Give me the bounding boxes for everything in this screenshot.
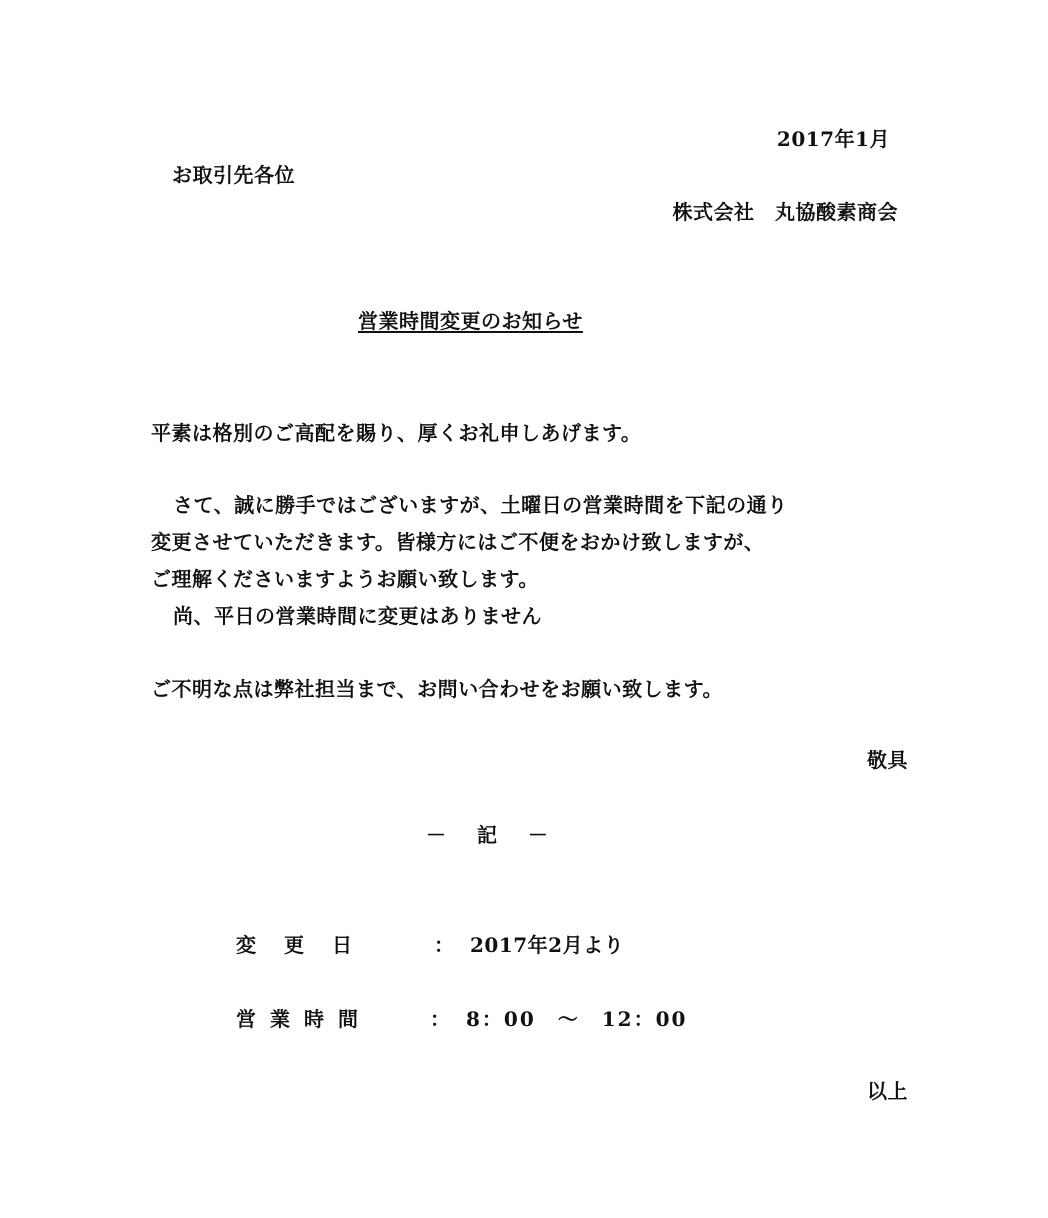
addressee: お取引先各位: [172, 163, 295, 187]
business-hours-label: 営業時間: [236, 1007, 372, 1031]
change-date-label: 変更日: [236, 933, 380, 957]
contact-note: ご不明な点は弊社担当まで、お問い合わせをお願い致します。: [151, 677, 723, 701]
body-line: 尚、平日の営業時間に変更はありません: [173, 604, 542, 628]
ki-heading: － 記 －: [426, 823, 560, 847]
greeting-paragraph: 平素は格別のご高配を賜り、厚くお礼申しあげます。: [151, 421, 642, 445]
end-mark: 以上: [867, 1079, 908, 1103]
body-line: 変更させていただきます。皆様方にはご不便をおかけ致しますが、: [151, 530, 765, 554]
change-date-colon: ：: [434, 933, 455, 957]
document-title: 営業時間変更のお知らせ: [358, 309, 583, 333]
business-hours-colon: ：: [430, 1007, 451, 1031]
body-line: さて、誠に勝手ではございますが、土曜日の営業時間を下記の通り: [173, 493, 788, 517]
body-line: ご理解くださいますようお願い致します。: [151, 567, 539, 591]
company-name: 株式会社 丸協酸素商会: [672, 200, 898, 224]
closing-word: 敬具: [867, 748, 908, 772]
business-hours-value: 8：00 ～ 12：00: [466, 1007, 688, 1031]
document-date: 2017年1月: [776, 127, 890, 151]
change-date-value: 2017年2月より: [470, 933, 625, 957]
